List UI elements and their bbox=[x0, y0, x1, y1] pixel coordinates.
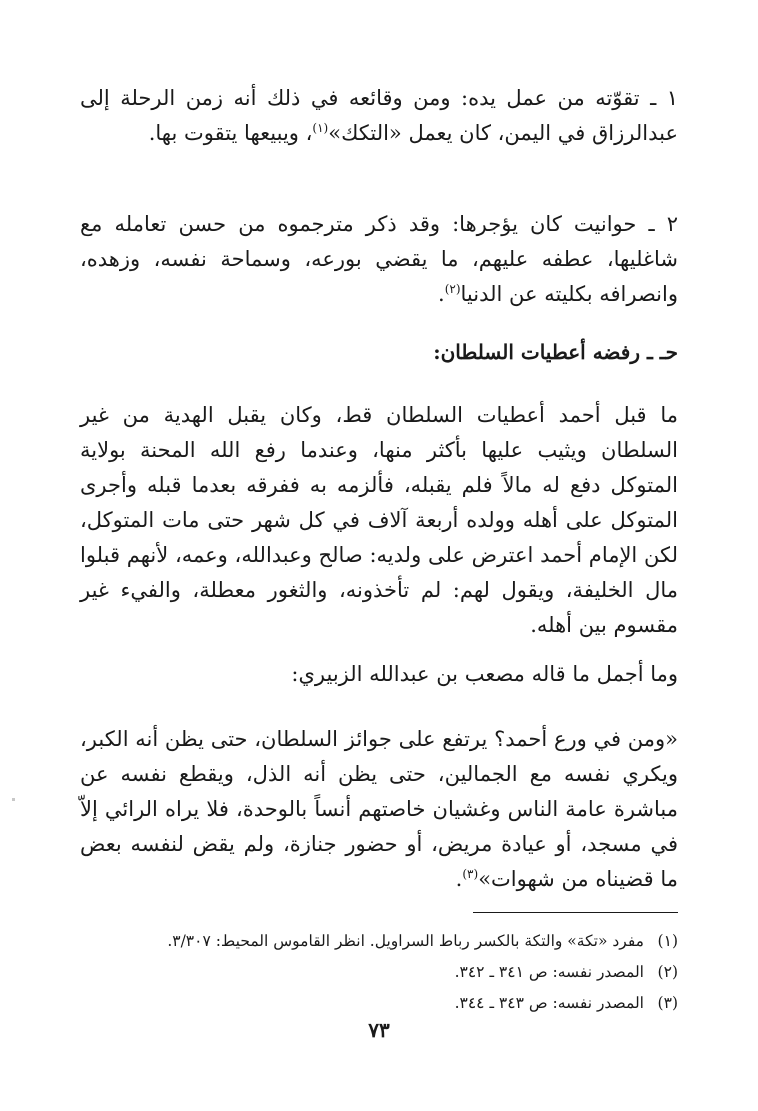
footnote-3 bbox=[80, 988, 678, 1019]
footnote-ref-1[interactable]: (١) bbox=[312, 121, 329, 135]
footnotes bbox=[80, 926, 678, 1019]
paragraph-2 bbox=[80, 207, 678, 312]
page-number: ٧٣ bbox=[368, 1018, 390, 1042]
scan-dust-mark bbox=[12, 798, 15, 801]
paragraph-5-text: «ومن في ورع أحمد؟ يرتفع على جوائز السلطان، حتى يظن أنه الكبر، ويكري نفسه مع الجمالين، حتى يظن أنه الذل، ويقطع نفسه عن مباشرة عامة الناس وغشيان خاصتهم أنساً بالوحدة، فلا يراه الرائي إلاّ في مسجد، أو عيادة مريض، أو حضور جنازة، ولم يقض لنفسه بعض ما قضيناه من شهوات» bbox=[80, 727, 678, 891]
footnote-2-number: (٢) bbox=[657, 963, 678, 981]
section-heading: حـ ـ رفضه أعطيات السلطان: bbox=[433, 340, 678, 364]
paragraph-5-tail: . bbox=[455, 867, 463, 891]
footnote-1-text: مفرد «تكة» والتكة بالكسر رباط السراويل. انظر القاموس المحيط: ٣/٣٠٧. bbox=[167, 932, 644, 950]
paragraph-4: وما أجمل ما قاله مصعب بن عبدالله الزبيري: bbox=[291, 662, 678, 686]
footnote-1 bbox=[80, 926, 678, 957]
footnote-separator bbox=[473, 912, 678, 913]
footnote-ref-3[interactable]: (٣) bbox=[462, 867, 479, 881]
paragraph-2-tail: . bbox=[438, 282, 445, 306]
footnote-2 bbox=[80, 957, 678, 988]
paragraph-1 bbox=[80, 81, 678, 151]
paragraph-3: ما قبل أحمد أعطيات السلطان قط، وكان يقبل الهدية من غير السلطان ويثيب عليها بأكثر منها، وعندما رفع الله المحنة بولاية المتوكل دفع له مالاً فلم يقبله، فألزمه به ففرقه بعدما قبله وأجرى المتوكل على أهله وولده أربعة آلاف في كل شهر حتى مات المتوكل، لكن الإمام أحمد اعترض على ولديه: صالح وعبدالله، وعمه، لأنهم قبلوا مال الخليفة، ويقول لهم: لم تأخذونه، والثغور معطلة، والفيء غير مقسوم بين أهله. bbox=[80, 403, 678, 637]
footnote-1-number: (١) bbox=[657, 932, 678, 950]
paragraph-1-text: ١ ـ تقوّته من عمل يده: ومن وقائعه في ذلك أنه زمن الرحلة إلى عبدالرزاق في اليمن، كان يعمل «التكك» bbox=[80, 86, 678, 145]
paragraph-5-quote bbox=[80, 722, 678, 897]
paragraph-1-tail: ، ويبيعها يتقوت بها. bbox=[148, 121, 313, 145]
footnote-3-number: (٣) bbox=[657, 994, 678, 1012]
footnote-2-text: المصدر نفسه: ص ٣٤١ ـ ٣٤٢. bbox=[454, 963, 644, 981]
footnote-ref-2[interactable]: (٢) bbox=[444, 282, 461, 296]
footnote-3-text: المصدر نفسه: ص ٣٤٣ ـ ٣٤٤. bbox=[454, 994, 644, 1012]
paragraph-2-text: ٢ ـ حوانيت كان يؤجرها: وقد ذكر مترجموه من حسن تعامله مع شاغليها، عطفه عليهم، ما يقضي بورعه، وسماحة نفسه، وزهده، وانصرافه بكليته عن الدنيا bbox=[80, 212, 678, 306]
